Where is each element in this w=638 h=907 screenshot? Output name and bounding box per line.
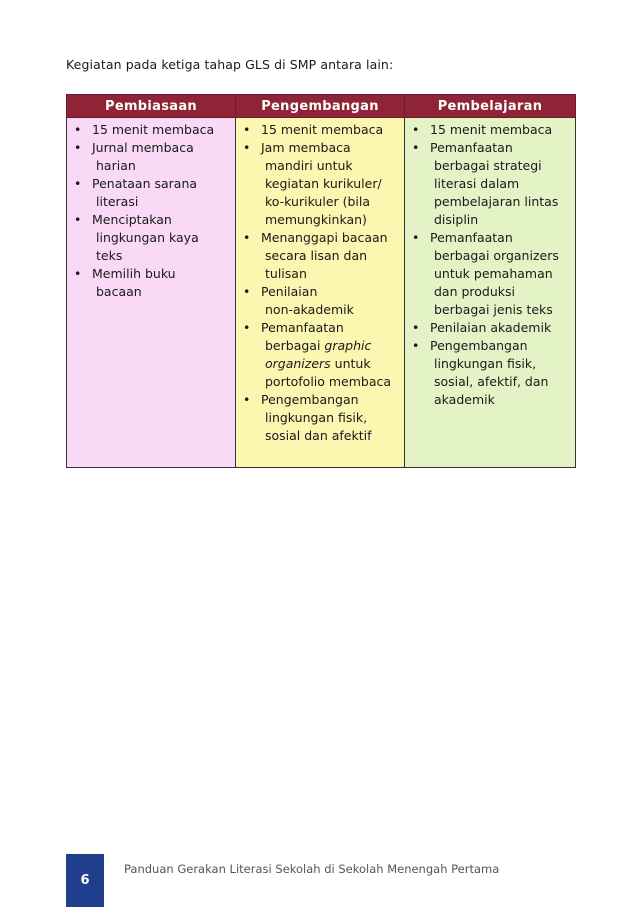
- header-pengembangan: Pengembangan: [236, 95, 405, 118]
- list-item: [409, 121, 571, 139]
- list-item: [409, 391, 571, 409]
- list-item: [409, 337, 571, 355]
- list-item-text: Jurnal membaca: [92, 140, 194, 155]
- list-item: [409, 355, 571, 373]
- list-item-text: Menanggapi bacaan: [261, 230, 388, 245]
- list-item-text: bacaan: [96, 284, 142, 299]
- list-item: [71, 265, 231, 283]
- bullet-icon: •: [412, 230, 420, 245]
- bullet-icon: •: [74, 140, 82, 155]
- intro-text: Kegiatan pada ketiga tahap GLS di SMP antara lain:: [66, 57, 394, 72]
- list-item: [409, 175, 571, 193]
- italic-term: graphic: [324, 338, 372, 353]
- list-item-text: kegiatan kurikuler/: [265, 176, 382, 191]
- list-item-text: Pengembangan: [261, 392, 359, 407]
- bullet-icon: •: [243, 230, 251, 245]
- list-item-text: berbagai organizers: [434, 248, 559, 263]
- list-item-text: Pemanfaatan: [430, 230, 513, 245]
- list-pembiasaan: [71, 121, 231, 301]
- bullet-icon: •: [74, 176, 82, 191]
- list-item: [71, 175, 231, 193]
- list-item: [409, 301, 571, 319]
- list-item-text: Penilaian akademik: [430, 320, 552, 335]
- header-pembiasaan: Pembiasaan: [67, 95, 236, 118]
- page-number: 6: [80, 873, 90, 888]
- list-item-text: teks: [96, 248, 123, 263]
- list-item-text: Penilaian: [261, 284, 318, 299]
- list-item-text: disiplin: [434, 212, 479, 227]
- list-pengembangan: [240, 121, 400, 445]
- list-item-text: berbagai strategi: [434, 158, 542, 173]
- list-item: [240, 193, 400, 211]
- bullet-icon: •: [412, 140, 420, 155]
- list-item-text: berbagai: [265, 338, 325, 353]
- list-item-text: non-akademik: [265, 302, 354, 317]
- list-item: [240, 175, 400, 193]
- list-item: [71, 157, 231, 175]
- list-item-text: pembelajaran lintas: [434, 194, 559, 209]
- list-item: [240, 427, 400, 445]
- list-item-text: memungkinkan): [265, 212, 367, 227]
- list-item: [71, 229, 231, 247]
- list-item: [71, 139, 231, 157]
- list-item: [409, 229, 571, 247]
- list-item: [240, 337, 400, 355]
- list-item: [71, 283, 231, 301]
- list-item: [71, 121, 231, 139]
- list-item-text: dan produksi: [434, 284, 516, 299]
- list-item-text: untuk pemahaman: [434, 266, 553, 281]
- cell-pembelajaran: [405, 118, 576, 468]
- list-item: [240, 265, 400, 283]
- list-item: [240, 121, 400, 139]
- list-item: [240, 283, 400, 301]
- bullet-icon: •: [412, 320, 420, 335]
- italic-term: organizers: [265, 356, 331, 371]
- bullet-icon: •: [243, 140, 251, 155]
- list-item-text: tulisan: [265, 266, 307, 281]
- list-item: [240, 211, 400, 229]
- list-item: [240, 139, 400, 157]
- list-item-text: Jam membaca: [261, 140, 351, 155]
- list-item: [240, 355, 400, 373]
- list-item-text: Penataan sarana: [92, 176, 198, 191]
- list-item: [240, 319, 400, 337]
- list-item-text: lingkungan fisik,: [434, 356, 537, 371]
- cell-pembiasaan: [67, 118, 236, 468]
- list-item-text: lingkungan fisik,: [265, 410, 368, 425]
- list-item-text: harian: [96, 158, 136, 173]
- table-body-row: [67, 118, 576, 468]
- list-item: [409, 319, 571, 337]
- list-item: [240, 409, 400, 427]
- list-item-text: akademik: [434, 392, 495, 407]
- list-item-text: berbagai jenis teks: [434, 302, 553, 317]
- list-item-text: literasi: [96, 194, 139, 209]
- footer-title: Panduan Gerakan Literasi Sekolah di Sekolah Menengah Pertama: [124, 862, 500, 876]
- list-item-text: secara lisan dan: [265, 248, 368, 263]
- list-item-text: Menciptakan: [92, 212, 172, 227]
- list-item: [409, 373, 571, 391]
- list-item-text: 15 menit membaca: [92, 122, 215, 137]
- bullet-icon: •: [412, 122, 420, 137]
- list-item-text: sosial dan afektif: [265, 428, 372, 443]
- list-item: [409, 139, 571, 157]
- bullet-icon: •: [243, 392, 251, 407]
- list-item-text: Pemanfaatan: [430, 140, 513, 155]
- list-item-text: sosial, afektif, dan: [434, 374, 549, 389]
- list-item: [71, 193, 231, 211]
- list-item: [240, 229, 400, 247]
- list-item-text: Pengembangan: [430, 338, 528, 353]
- list-item-text: Pemanfaatan: [261, 320, 344, 335]
- list-item: [71, 247, 231, 265]
- bullet-icon: •: [74, 212, 82, 227]
- list-item-text: untuk: [330, 356, 371, 371]
- list-item: [240, 391, 400, 409]
- list-item: [240, 301, 400, 319]
- list-item: [409, 193, 571, 211]
- bullet-icon: •: [412, 338, 420, 353]
- bullet-icon: •: [243, 284, 251, 299]
- list-item-text: 15 menit membaca: [430, 122, 553, 137]
- list-item-text: 15 menit membaca: [261, 122, 384, 137]
- list-item: [71, 211, 231, 229]
- list-item-text: Memilih buku: [92, 266, 176, 281]
- table-header-row: [67, 95, 576, 118]
- bullet-icon: •: [243, 122, 251, 137]
- list-item: [409, 265, 571, 283]
- header-pembelajaran: Pembelajaran: [405, 95, 576, 118]
- list-item: [240, 157, 400, 175]
- list-item-text: literasi dalam: [434, 176, 520, 191]
- list-pembelajaran: [409, 121, 571, 409]
- gls-activities-table: [66, 94, 576, 468]
- list-item: [409, 211, 571, 229]
- list-item: [240, 373, 400, 391]
- list-item-text: mandiri untuk: [265, 158, 353, 173]
- list-item: [409, 157, 571, 175]
- list-item: [409, 247, 571, 265]
- list-item-text: lingkungan kaya: [96, 230, 199, 245]
- bullet-icon: •: [74, 122, 82, 137]
- bullet-icon: •: [74, 266, 82, 281]
- list-item-text: ko-kurikuler (bila: [265, 194, 371, 209]
- list-item-text: portofolio membaca: [265, 374, 392, 389]
- list-item: [240, 247, 400, 265]
- page-number-badge: [66, 854, 104, 907]
- list-item: [409, 283, 571, 301]
- bullet-icon: •: [243, 320, 251, 335]
- cell-pengembangan: [236, 118, 405, 468]
